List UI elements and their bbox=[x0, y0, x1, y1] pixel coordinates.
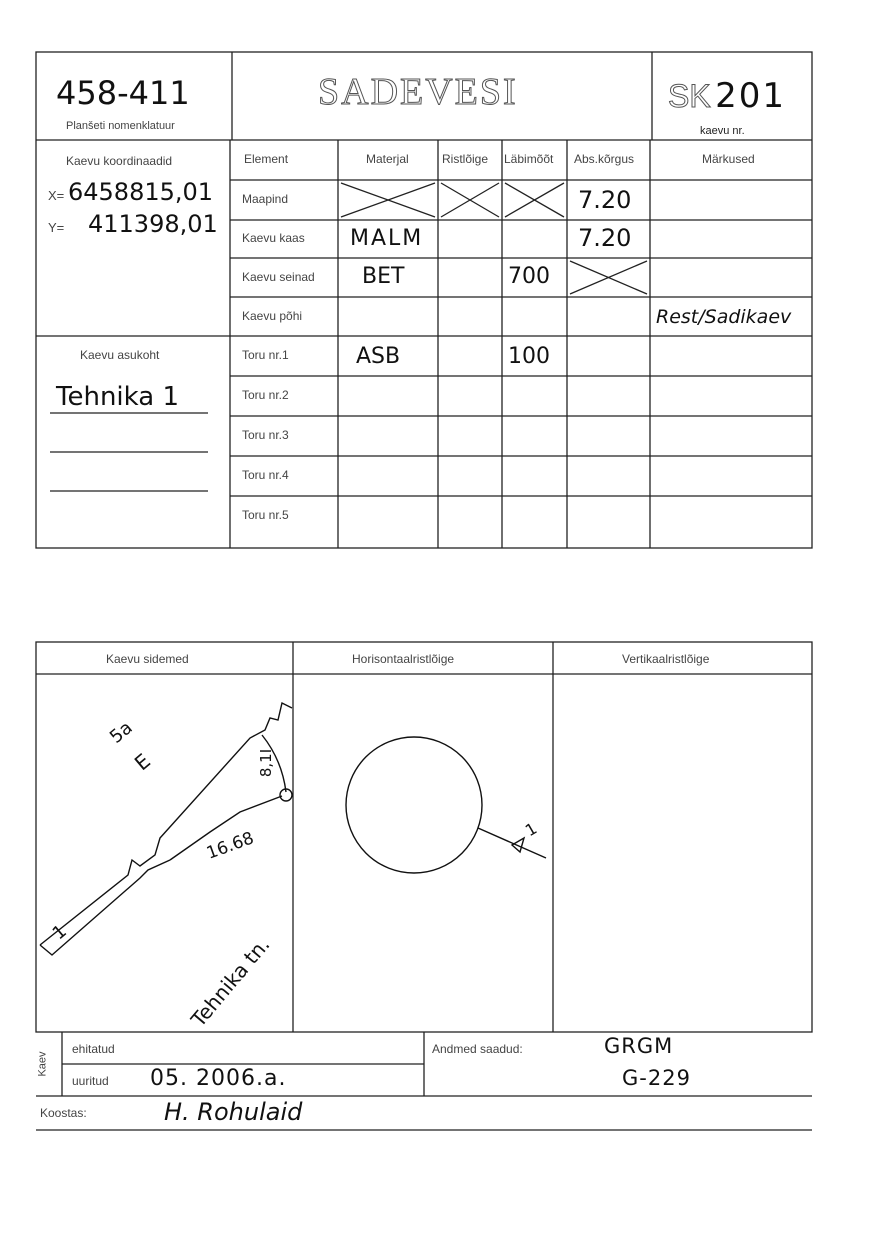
location-value: Tehnika 1 bbox=[56, 382, 179, 412]
col-header-material: Materjal bbox=[366, 152, 409, 166]
sketch-annotation-width: 8,1I bbox=[257, 748, 276, 778]
col-header-element: Element bbox=[244, 152, 289, 166]
col-header-diameter: Läbimõõt bbox=[504, 152, 554, 166]
well-prefix: SK bbox=[668, 78, 711, 114]
footer-composer-value: H. Rohulaid bbox=[164, 1098, 303, 1126]
sketch-annotation-e: E bbox=[129, 748, 155, 776]
y-prefix: Y= bbox=[48, 220, 65, 235]
cell-material-toru1: ASB bbox=[356, 344, 401, 369]
table-row-element: Kaevu kaas bbox=[242, 231, 305, 245]
sketch-annotation-street: Tehnika tn. bbox=[186, 932, 275, 1032]
footer-source-label: Andmed saadud: bbox=[432, 1042, 523, 1056]
table-row-element: Toru nr.2 bbox=[242, 388, 289, 402]
page-title: SADEVESI bbox=[318, 71, 518, 113]
coordinates-label: Kaevu koordinaadid bbox=[66, 154, 173, 168]
table-row-element: Maapind bbox=[242, 192, 289, 206]
cell-material-kaas: MALM bbox=[350, 226, 424, 251]
x-coordinate-value: 6458815,01 bbox=[68, 178, 214, 206]
table-row-element: Toru nr.5 bbox=[242, 508, 289, 522]
sketch-annotation-distance: 16.68 bbox=[204, 828, 257, 864]
sketch-annotation-pipe-right: 1 bbox=[521, 818, 541, 841]
footer-source-value-2: G-229 bbox=[622, 1066, 691, 1090]
sketch-annotation-pipe-left: 1 bbox=[48, 920, 71, 945]
well-number-block bbox=[668, 76, 786, 116]
footer-surveyed-value: 05. 2006.a. bbox=[150, 1066, 287, 1091]
cell-height-maapind: 7.20 bbox=[578, 186, 632, 214]
cell-material-seinad: BET bbox=[362, 264, 405, 289]
sketch-annotation-5a: 5a bbox=[105, 717, 137, 748]
well-number-label: kaevu nr. bbox=[700, 125, 745, 137]
sketch-header-horizontal: Horisontaalristlõige bbox=[352, 652, 455, 666]
footer-built-label: ehitatud bbox=[72, 1042, 115, 1056]
footer-surveyed-label: uuritud bbox=[72, 1074, 109, 1088]
sketch-header-vertical: Vertikaalristlõige bbox=[622, 652, 710, 666]
col-header-cross: Ristlõige bbox=[442, 152, 489, 166]
well-number: 201 bbox=[715, 76, 787, 116]
col-header-height: Abs.kõrgus bbox=[574, 152, 635, 166]
cell-height-kaas: 7.20 bbox=[578, 224, 632, 252]
cell-notes-pohi: Rest/Sadikaev bbox=[656, 306, 792, 328]
footer-source-value-1: GRGM bbox=[604, 1034, 674, 1058]
sketch-header-connections: Kaevu sidemed bbox=[106, 652, 189, 666]
nomenclature-label: Planšeti nomenklatuur bbox=[66, 120, 175, 132]
cell-diameter-seinad: 700 bbox=[508, 264, 550, 289]
table-row-element: Toru nr.4 bbox=[242, 468, 289, 482]
cell-diameter-toru1: 100 bbox=[508, 344, 550, 369]
table-row-element: Kaevu seinad bbox=[242, 270, 315, 284]
table-row-element: Toru nr.1 bbox=[242, 348, 289, 362]
location-label: Kaevu asukoht bbox=[80, 348, 160, 362]
footer-composer-label: Koostas: bbox=[40, 1106, 87, 1120]
col-header-notes: Märkused bbox=[702, 152, 755, 166]
x-prefix: X= bbox=[48, 188, 65, 203]
table-row-element: Kaevu põhi bbox=[242, 309, 303, 323]
nomenclature-value: 458-411 bbox=[56, 74, 190, 112]
y-coordinate-value: 411398,01 bbox=[88, 210, 218, 238]
footer-side-label: Kaev bbox=[36, 1051, 49, 1077]
table-row-element: Toru nr.3 bbox=[242, 428, 289, 442]
